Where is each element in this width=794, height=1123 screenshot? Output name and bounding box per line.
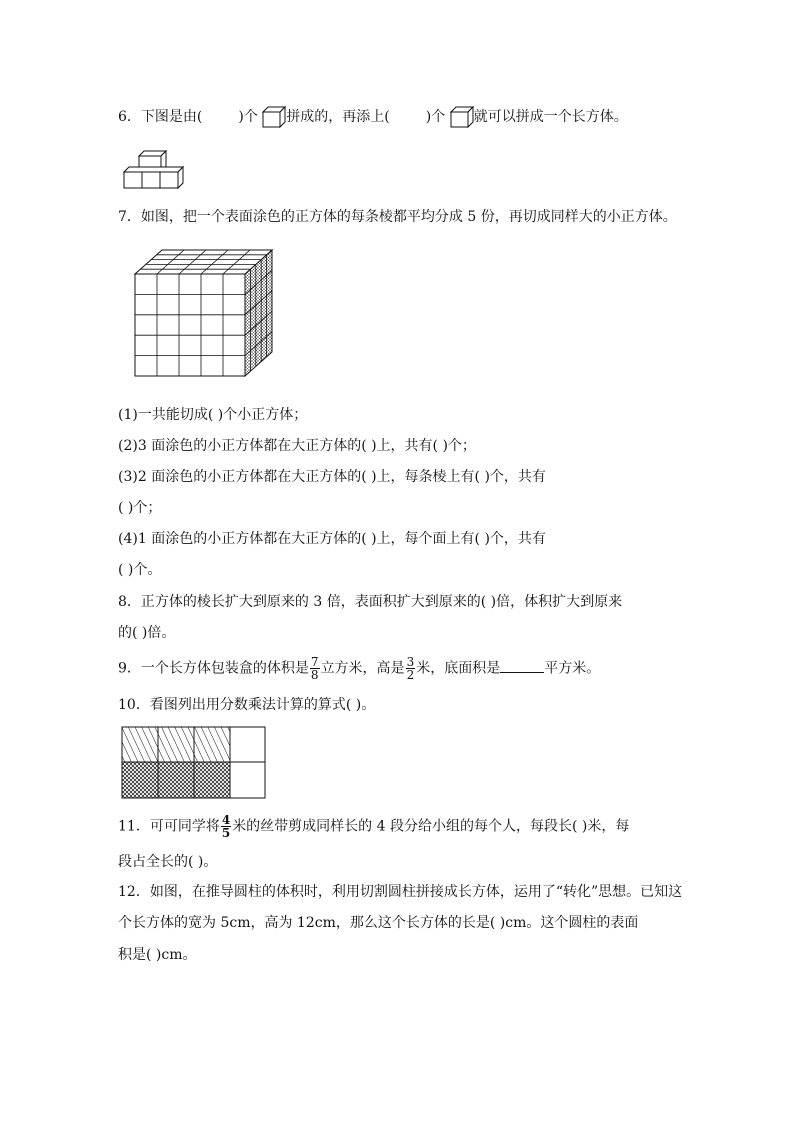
q7-sub-4-line-1: (4)1 面涂色的小正方体都在大正方体的( )上，每个面上有( )个，共有 — [118, 531, 546, 547]
q11-text-2: 米的丝带剪成同样长的 4 段分给小组的每个人，每段长( )米，每 — [232, 818, 630, 835]
q9-text-4: 平方米。 — [544, 660, 601, 677]
fraction-denominator: 8 — [310, 668, 319, 682]
q9-answer-blank[interactable] — [500, 658, 544, 673]
q9-text-2: 立方米，高是 — [320, 660, 405, 677]
q9-text-3: 米，底面积是 — [416, 660, 501, 677]
q6-number: 6． — [118, 109, 141, 125]
q7-sub-3-line-1: (3)2 面涂色的小正方体都在大正方体的( )上，每条棱上有( )个，共有 — [118, 469, 546, 485]
fraction-denominator: 2 — [406, 668, 415, 682]
q9-fraction-volume — [310, 656, 320, 681]
fraction-denominator: 5 — [221, 826, 231, 840]
question-11 — [118, 814, 629, 839]
q7-sub-4-line-2: ( )个。 — [118, 562, 162, 578]
fraction-numerator: 3 — [406, 655, 415, 669]
q6-text-1: 下图是由( — [140, 109, 203, 125]
q8-line-2: 的( )倍。 — [118, 625, 176, 641]
q9-fraction-height — [406, 656, 416, 681]
q12-line-1: 12．如图，在推导圆柱的体积时，利用切割圆柱拼接成长方体，运用了“转化”思想。已知这 — [118, 884, 683, 900]
q12-line-2: 个长方体的宽为 5cm，高为 12cm，那么这个长方体的长是( )cm。这个圆柱的表面 — [118, 915, 639, 931]
q11-fraction-length — [221, 814, 231, 839]
fraction-numerator: 4 — [221, 813, 231, 827]
q12-line-3: 积是( )cm。 — [118, 947, 197, 963]
question-6 — [118, 106, 628, 128]
q6-text-2: )个 — [238, 109, 258, 125]
q11-text-1: 11．可可同学将 — [118, 818, 220, 835]
q6-cube-figure — [122, 148, 186, 190]
q6-text-4: )个 — [425, 109, 446, 125]
unit-cube-icon — [262, 106, 286, 128]
q7-sub-1: (1)一共能切成( )个小正方体； — [118, 407, 308, 423]
q10-fraction-grid-figure — [121, 726, 267, 800]
fraction-numerator: 7 — [310, 655, 319, 669]
q10-text: 10．看图列出用分数乘法计算的算式( )。 — [118, 697, 376, 713]
q9-text-1: 9．一个长方体包装盒的体积是 — [118, 660, 309, 677]
q6-text-5: 就可以拼成一个长方体。 — [473, 109, 628, 125]
q8-line-1: 8．正方体的棱长扩大到原来的 3 倍，表面积扩大到原来的( )倍，体积扩大到原来 — [118, 594, 623, 610]
q7-intro: 7．如图，把一个表面涂色的正方体的每条棱都平均分成 5 份，再切成同样大的小正方体。 — [118, 209, 677, 225]
q7-large-cube-figure — [132, 247, 278, 379]
q11-line-2: 段占全长的( )。 — [118, 854, 218, 870]
unit-cube-icon — [450, 106, 474, 128]
question-9 — [118, 656, 600, 681]
q7-sub-3-line-2: ( )个； — [118, 500, 162, 516]
q6-text-3: 拼成的，再添上( — [286, 109, 390, 125]
q7-sub-2: (2)3 面涂色的小正方体都在大正方体的( )上，共有( )个； — [118, 438, 476, 454]
